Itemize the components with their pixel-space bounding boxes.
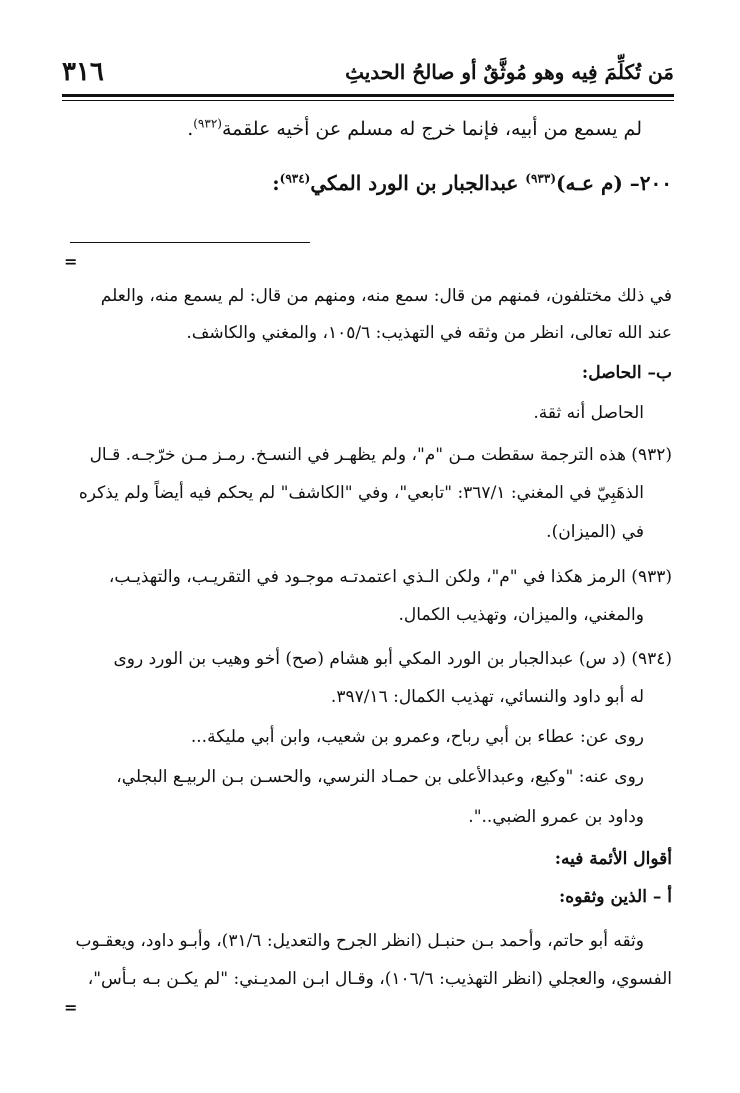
page-header <box>62 52 674 92</box>
footnote-line: روى عن: عطاء بن أبي رباح، وعمرو بن شعيب، وابن أبي مليكة... <box>190 727 644 747</box>
header-rule <box>62 94 674 101</box>
continuation-mark: = <box>64 998 78 1017</box>
footnote-932: (٩٣٢) هذه الترجمة سقطت مـن "م"، ولم يظهـر في النسـخ. رمـز مـن خرّجـه. قـال <box>89 445 672 465</box>
entry-number: ٢٠٠– (م عـه) <box>556 171 672 195</box>
footnote-933: (٩٣٣) الرمز هكذا في "م"، ولكن الـذي اعتمدتـه موجـود في التقريـب، والتهذيـب، <box>108 567 672 587</box>
footnote-line: له أبو داود والنسائي، تهذيب الكمال: ٣٩٧/١٦. <box>330 687 644 707</box>
main-text-line: لم يسمع من أبيه، فإنما خرج له مسلم عن أخيه علقمة$^{(٩٣٢)}$. <box>187 116 642 140</box>
footnote-subheading: أقوال الأئمة فيه: <box>554 849 672 869</box>
footnote-line: الذهَبِيّ في المغني: ٣٦٧/١: "تابعي"، وفي "الكاشف" لم يحكم فيه أيضاً ولم يذكره <box>78 483 644 503</box>
footnote-subheading: ب– الحاصل: <box>581 363 672 383</box>
continuation-mark: = <box>64 252 78 271</box>
footnote-line: في ذلك مختلفون، فمنهم من قال: سمع منه، ومنهم من قال: لم يسمع منه، والعلم <box>100 286 672 306</box>
footnote-ref: (٩٣٣) <box>525 171 557 186</box>
footnote-line: في (الميزان). <box>546 522 644 542</box>
footnote-934: (٩٣٤) (د س) عبدالجبار بن الورد المكي أبو هشام (صح) أخو وهيب بن الورد روى <box>113 649 672 669</box>
footnote-line: وداود بن عمرو الضبي..". <box>468 807 644 827</box>
running-title: مَن تُكلِّمَ فِيه وهو مُوثَّقٌ أو صالحُ الحديثِ <box>345 60 674 84</box>
footnote-line: عند الله تعالى، انظر من وثقه في التهذيب: ١٠٥/٦، والمغني والكاشف. <box>186 323 672 343</box>
page-number: ٣١٦ <box>62 57 104 87</box>
footnote-line: الحاصل أنه ثقة. <box>533 403 644 423</box>
footnote-separator <box>70 242 310 243</box>
footnote-ref: (٩٣٤) <box>279 171 311 186</box>
entry-name: عبدالجبار بن الورد المكي <box>310 171 519 195</box>
footnote-subheading: أ – الذين وثقوه: <box>559 887 672 907</box>
entry-heading: ٢٠٠– (م عـه)$^{(٩٣٣)}$ عبدالجبار بن الورد المكي$^{(٩٣٤)}$: <box>272 171 672 195</box>
footnote-line: والمغني، والميزان، وتهذيب الكمال. <box>398 605 644 625</box>
footnote-line: الفسوي، والعجلي (انظر التهذيب: ١٠٦/٦)، وقـال ابـن المديـني: "لم يكـن بـه بـأس"، <box>87 969 672 989</box>
footnote-line: روى عنه: "وكيع، وعبدالأعلى بن حمـاد النرسي، والحسـن بـن الربيـع البجلي، <box>116 767 644 787</box>
footnote-line: وثقه أبو حاتم، وأحمد بـن حنبـل (انظر الجرح والتعديل: ٣١/٦)، وأبـو داود، ويعقـوب <box>75 931 644 951</box>
footnote-ref: (٩٣٢) <box>193 116 222 131</box>
